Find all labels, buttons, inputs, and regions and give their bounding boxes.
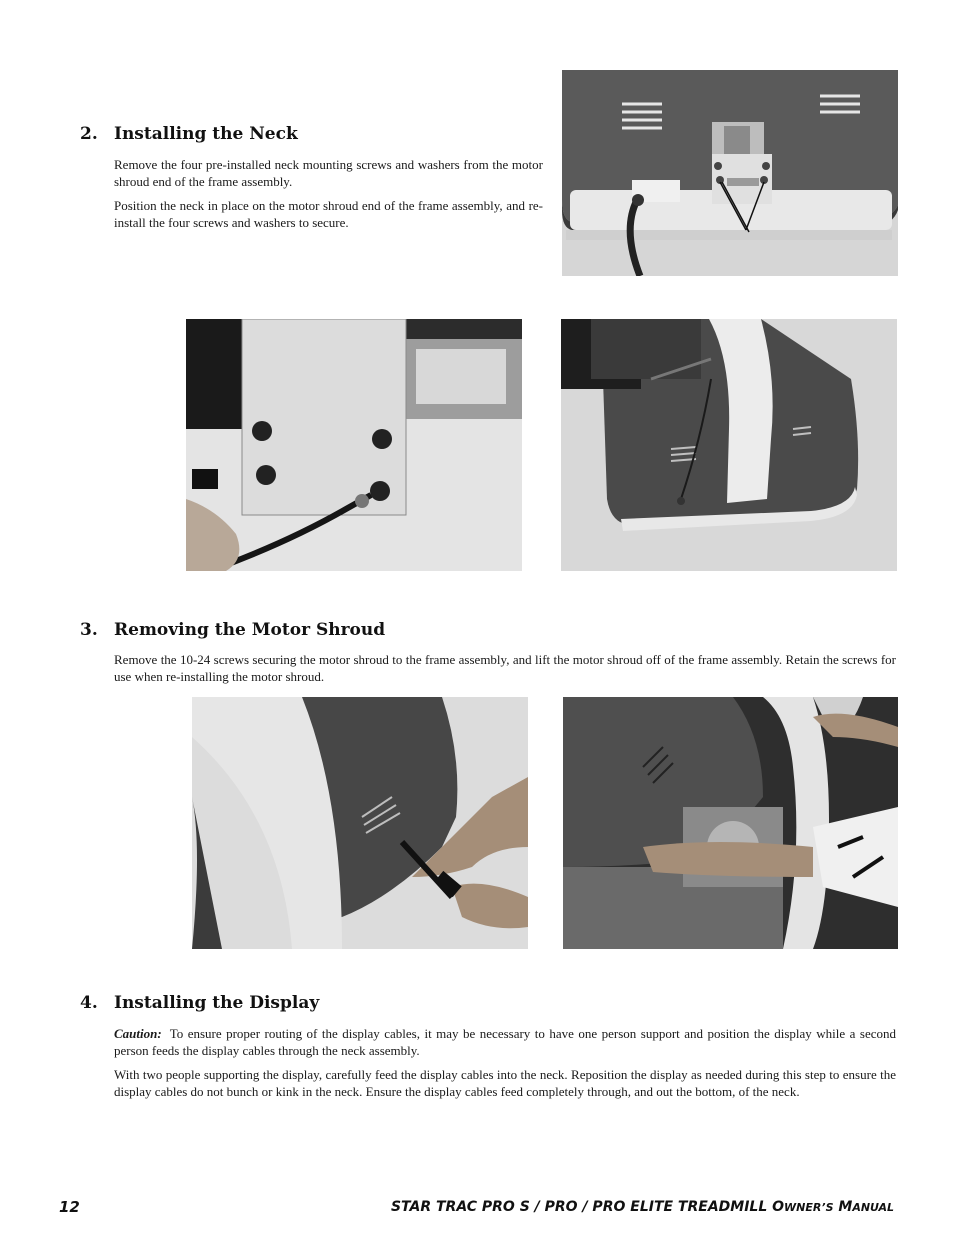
- photo-lift-shroud: [563, 697, 898, 949]
- photo-neck-mount-screws: [562, 70, 898, 276]
- manual-title: [391, 1196, 894, 1218]
- caution-note: [114, 1025, 896, 1059]
- photo-neck-closeup: [186, 319, 522, 571]
- section-2-paragraph-2: Position the neck in place on the motor shroud end of the frame assembly, and re-install the four screws and washers to secure.: [114, 198, 543, 230]
- photo-remove-shroud-screws: [192, 697, 528, 949]
- section-4-number: 4.: [80, 993, 98, 1013]
- manual-title-main: STAR TRAC PRO S / PRO / PRO ELITE TREADMILL: [390, 1199, 773, 1215]
- section-4-paragraph-1: With two people supporting the display, carefully feed the display cables into the neck. Reposition the display as needed during this step to ensure the display cables do not bunch or kink in the neck. Ensure the display cables feed completely through, and out the bottom, of the neck.: [114, 1067, 896, 1099]
- caution-label: Caution:: [114, 1026, 162, 1041]
- section-4-body: [114, 1025, 896, 1107]
- section-2-heading: [80, 124, 298, 144]
- page-number: 12: [59, 1198, 80, 1216]
- manual-title-m: M: [833, 1199, 853, 1215]
- manual-title-anual: ANUAL: [852, 1201, 894, 1214]
- section-2-paragraph-1: Remove the four pre-installed neck mounting screws and washers from the motor shroud end of the frame assembly.: [114, 157, 543, 189]
- section-3-title: Removing the Motor Shroud: [114, 620, 386, 640]
- section-2-number: 2.: [80, 124, 98, 144]
- section-4-title: Installing the Display: [114, 993, 320, 1013]
- manual-title-o: O: [772, 1199, 785, 1215]
- manual-title-s: S: [825, 1201, 834, 1214]
- photo-neck-installed: [561, 319, 897, 571]
- section-3-paragraph-1: Remove the 10-24 screws securing the motor shroud to the frame assembly, and lift the motor shroud off of the frame assembly. Retain the screws for use when re-installing the motor shroud.: [114, 652, 896, 684]
- section-4-heading: [80, 993, 319, 1013]
- section-2-body: [114, 156, 543, 238]
- section-3-body: [114, 651, 896, 692]
- manual-title-apostrophe: ’: [821, 1201, 826, 1214]
- manual-title-wner: WNER: [784, 1201, 822, 1214]
- section-3-number: 3.: [80, 620, 98, 640]
- section-3-heading: [80, 620, 385, 640]
- section-2-title: Installing the Neck: [114, 124, 298, 144]
- caution-text: To ensure proper routing of the display cables, it may be necessary to have one person support and position the display while a second person feeds the display cables through the neck assembly.: [114, 1026, 896, 1058]
